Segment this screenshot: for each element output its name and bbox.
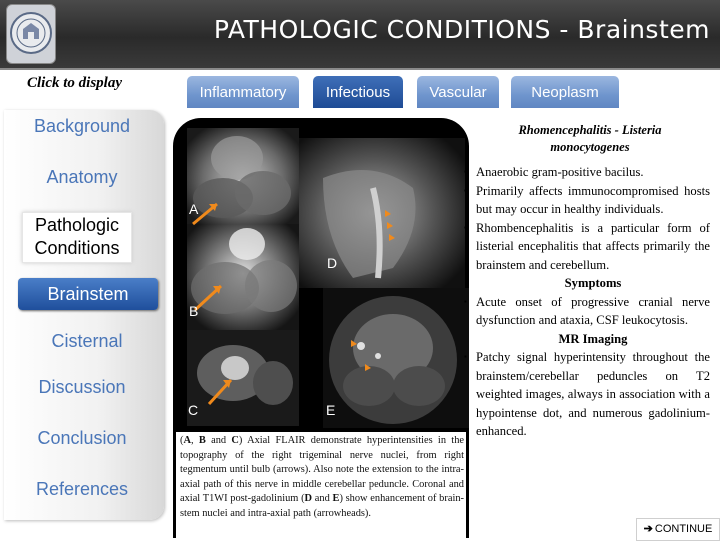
caption-text-2: ,: [190, 435, 199, 446]
image-label-c: C: [188, 402, 199, 418]
caption-text-6: ) show enhancement of brain-stem nuclei and intra-axial path (arrowheads).: [180, 493, 464, 519]
page-title: PATHOLOGIC CONDITIONS - Brainstem: [213, 15, 710, 44]
university-seal-icon: [6, 4, 56, 64]
image-label-e: E: [326, 402, 336, 418]
header-bar: [0, 0, 720, 70]
caption-text-3: and: [205, 435, 232, 446]
tab-inflammatory[interactable]: Inflammatory: [187, 76, 299, 108]
sidebar-item-references[interactable]: References: [35, 479, 129, 499]
tab-vascular[interactable]: Vascular: [417, 76, 499, 108]
caption-text-4: ) Axial FLAIR demonstrate hyperintensities in the topography of the right trigeminal nerve nuclei, from right tegmentum until bulb (arrows). Also note the extension to the intra-axial path of this nerve in middle cerebellar peduncle. Coronal and axial T1WI post-gadolinium (: [180, 435, 464, 505]
list-item: ▪ Patchy signal hyperintensity throughout the brainstem/cerebellar peduncles on T2 weighted images, always in association with a hypointense dot, and numerous gadolinium-enhanced.: [466, 348, 710, 441]
symptoms-heading: Symptoms: [564, 276, 622, 290]
sidebar-item-brainstem[interactable]: Brainstem: [18, 278, 158, 310]
list-item: ▪ Anaerobic gram-positive bacilus.: [466, 163, 710, 182]
sidebar-item-conclusion[interactable]: Conclusion: [37, 428, 127, 448]
sidebar-item-background[interactable]: Background: [33, 116, 131, 136]
image-label-d: D: [327, 255, 338, 271]
caption-text-5: and: [312, 493, 333, 505]
caption-ref-d: D: [304, 493, 313, 505]
mr-imaging-heading: MR Imaging: [558, 331, 628, 346]
continue-label: CONTINUE: [654, 523, 713, 535]
caption-text-1: (: [180, 435, 184, 446]
caption-ref-e: E: [332, 493, 340, 505]
image-label-b: B: [189, 303, 199, 319]
continue-button[interactable]: [636, 518, 720, 541]
tab-infectious[interactable]: Infectious: [313, 76, 403, 108]
list-item: ▪ Rhombencephalitis is a particular form of listerial encephalitis that affects primarily the brainstem and cerebellum.: [466, 219, 710, 275]
condition-title: Rhomencephalitis - Listeria monocytogenes: [518, 123, 662, 154]
sidebar-item-pathologic-conditions[interactable]: Pathologic Conditions: [22, 212, 132, 263]
sidebar-item-cisternal[interactable]: Cisternal: [51, 331, 123, 351]
image-label-a: A: [189, 201, 199, 217]
caption-ref-c: C: [231, 435, 239, 446]
list-item: ▪ Primarily affects immunocompromised hosts but may occur in healthy individuals.: [466, 182, 710, 219]
tab-neoplasm[interactable]: Neoplasm: [511, 76, 619, 108]
figure-caption: [176, 432, 466, 538]
condition-description: [466, 163, 710, 441]
sidebar-item-discussion[interactable]: Discussion: [38, 377, 126, 397]
caption-ref-b: B: [198, 435, 206, 446]
sidebar-item-anatomy[interactable]: Anatomy: [46, 167, 118, 187]
caption-ref-a: A: [183, 435, 191, 446]
click-to-display-label: Click to display: [27, 75, 122, 91]
arrow-right-icon: ➔: [643, 523, 653, 535]
list-item: ▪ Acute onset of progressive cranial nerve dysfunction and ataxia, CSF leukocytosis.: [466, 293, 710, 330]
